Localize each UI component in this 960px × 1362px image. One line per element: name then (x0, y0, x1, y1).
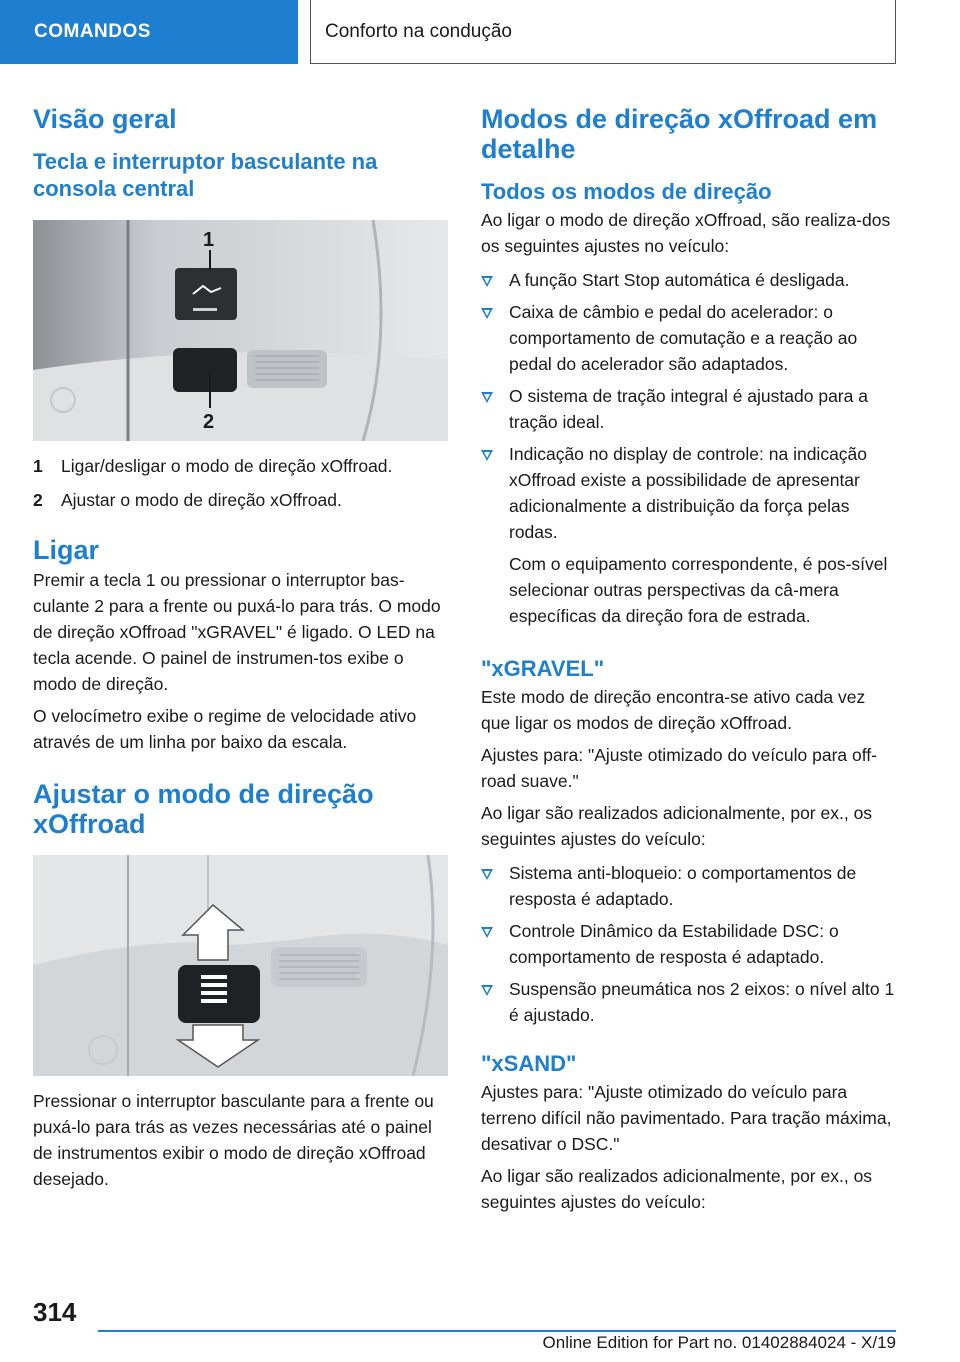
list-item-text: Caixa de câmbio e pedal do acelerador: o comportamento de comutação e a reação ao pedal do acelerador são adaptados. (509, 302, 858, 374)
bullet-triangle-icon (481, 869, 493, 880)
console-keys-illustration (33, 220, 448, 441)
callout-1: 1 (203, 229, 215, 251)
chapter-tab[interactable] (0, 0, 298, 64)
bullet-triangle-icon (481, 276, 493, 287)
legend-item (33, 487, 448, 513)
right-column (481, 100, 896, 1215)
figure-legend (33, 453, 448, 513)
legend-number: 1 (33, 456, 43, 476)
heading-todos: Todos os modos de direção (481, 179, 772, 204)
sand-paragraph-1: Ajustes para: "Ajuste otimizado do veículo para terreno difícil não pavimentado. Para tração máxima, desativar o DSC." (481, 1082, 892, 1154)
page-number: 314 (33, 1297, 77, 1327)
edition-text: Online Edition for Part no. 01402884024 - X/19 (542, 1333, 896, 1352)
gravel-list (481, 860, 896, 1028)
list-item (481, 976, 896, 1028)
heading-xgravel: "xGRAVEL" (481, 656, 605, 681)
heading-overview: Visão geral (33, 104, 177, 134)
left-column (33, 100, 448, 1192)
bullet-triangle-icon (481, 308, 493, 319)
figure-console-keys (33, 220, 448, 441)
footer-divider (98, 1330, 896, 1332)
list-item-text: O sistema de tração integral é ajustado para a tração ideal. (509, 386, 868, 432)
list-item (481, 860, 896, 912)
list-item (481, 918, 896, 970)
ligar-paragraph-2: O velocímetro exibe o regime de velocidade ativo através de um linha por baixo da escala. (33, 706, 417, 752)
list-item-text: Sistema anti-bloqueio: o comportamentos de resposta é adaptado. (509, 863, 857, 909)
list-item (481, 383, 896, 435)
bullet-triangle-icon (481, 392, 493, 403)
list-item-text: A função Start Stop automática é desligada. (509, 270, 850, 290)
bullet-triangle-icon (481, 450, 493, 461)
legend-text: Ajustar o modo de direção xOffroad. (61, 490, 342, 510)
callout-2: 2 (203, 411, 215, 433)
list-item-text: Indicação no display de controle: na indicação xOffroad existe a possibilidade de apresentar adicionalmente a distribuição da força pelas rodas. (509, 444, 868, 542)
todos-list (481, 267, 896, 545)
gravel-paragraph-3: Ao ligar são realizados adicionalmente, por ex., os seguintes ajustes do veículo: (481, 803, 873, 849)
section-title: Conforto na condução (325, 20, 512, 42)
bullet-triangle-icon (481, 927, 493, 938)
legend-item (33, 453, 448, 479)
bullet-triangle-icon (481, 985, 493, 996)
legend-number: 2 (33, 490, 43, 510)
gravel-paragraph-1: Este modo de direção encontra-se ativo cada vez que ligar os modos de direção xOffroad. (481, 687, 866, 733)
list-item-text: Suspensão pneumática nos 2 eixos: o nível alto 1 é ajustado. (509, 979, 895, 1025)
ligar-paragraph-1: Premir a tecla 1 ou pressionar o interruptor bas-culante 2 para a frente ou puxá-lo para trás. O modo de direção xOffroad "xGRAVEL" é ligado. O LED na tecla acende. O painel de instrumen-tos exibe o modo de direção. (33, 570, 441, 694)
heading-ligar: Ligar (33, 535, 100, 565)
figure-rocker-switch (33, 855, 448, 1076)
ajustar-paragraph: Pressionar o interruptor basculante para a frente ou puxá-lo para trás as vezes necessárias até o painel de instrumentos exibir o modo de direção xOffroad desejado. (33, 1091, 434, 1189)
list-item-text: Controle Dinâmico da Estabilidade DSC: o comportamento de resposta é adaptado. (509, 921, 839, 967)
gravel-paragraph-2: Ajustes para: "Ajuste otimizado do veículo para off-road suave." (481, 745, 877, 791)
chapter-tab-label: COMANDOS (34, 21, 151, 42)
sand-paragraph-2: Ao ligar são realizados adicionalmente, por ex., os seguintes ajustes do veículo: (481, 1166, 873, 1212)
list-item (481, 299, 896, 377)
legend-text: Ligar/desligar o modo de direção xOffroad. (61, 456, 393, 476)
heading-xsand: "xSAND" (481, 1051, 577, 1076)
list-item (481, 441, 896, 545)
heading-ajustar: Ajustar o modo de direção xOffroad (33, 779, 374, 839)
heading-keys: Tecla e interruptor basculante na consola central (33, 149, 378, 201)
todos-note: Com o equipamento correspondente, é pos-sível selecionar outras perspectivas da câ-mera específicas da direção fora de estrada. (509, 554, 888, 626)
todos-intro: Ao ligar o modo de direção xOffroad, são realiza-dos os seguintes ajustes no veículo: (481, 210, 891, 256)
list-item (481, 267, 896, 293)
heading-modos: Modos de direção xOffroad em detalhe (481, 104, 878, 164)
section-header (310, 0, 896, 64)
rocker-switch-illustration (33, 855, 448, 1076)
